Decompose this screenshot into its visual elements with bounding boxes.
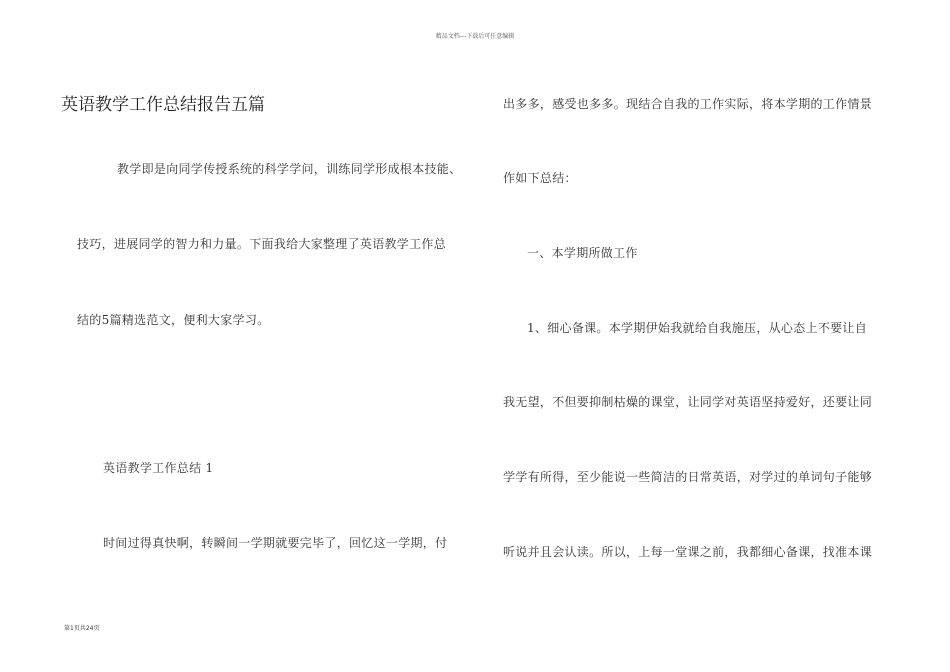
section-heading: 一、本学期所做工作: [527, 246, 638, 260]
paragraph-line: 技巧，进展同学的智力和力量。下面我给大家整理了英语教学工作总: [77, 237, 447, 251]
paragraph-line: 时间过得真快啊，转瞬间一学期就要完毕了，回忆这一学期，付: [103, 536, 448, 550]
paragraph-line: 我无望，不但要抑制枯燥的课堂，让同学对英语坚持爱好，还要让同: [503, 395, 873, 409]
page-number: 第1页共24页: [64, 625, 100, 632]
paragraph-line: 学学有所得，至少能说一些简洁的日常英语，对学过的单词句子能够: [503, 470, 873, 484]
page-header-note: 精品文档---下载后可任意编辑: [435, 33, 515, 40]
paragraph-line: 作如下总结：: [503, 171, 577, 185]
paragraph-line: 1、细心备课。本学期伊始我就给自我施压，从心态上不要让自: [527, 321, 868, 335]
section-heading: 英语教学工作总结 1: [103, 461, 214, 475]
paragraph-line: 教学即是向同学传授系统的科学学问，训练同学形成根本技能、: [117, 162, 462, 176]
paragraph-line: 结的5篇精选范文，便利大家学习。: [77, 313, 270, 327]
document-title: 英语教学工作总结报告五篇: [61, 95, 265, 115]
paragraph-line: 听说并且会认读。所以，上每一堂课之前，我都细心备课，找准本课: [503, 545, 873, 559]
paragraph-line: 出多多，感受也多多。现结合自我的工作实际，将本学期的工作情景: [503, 97, 873, 111]
